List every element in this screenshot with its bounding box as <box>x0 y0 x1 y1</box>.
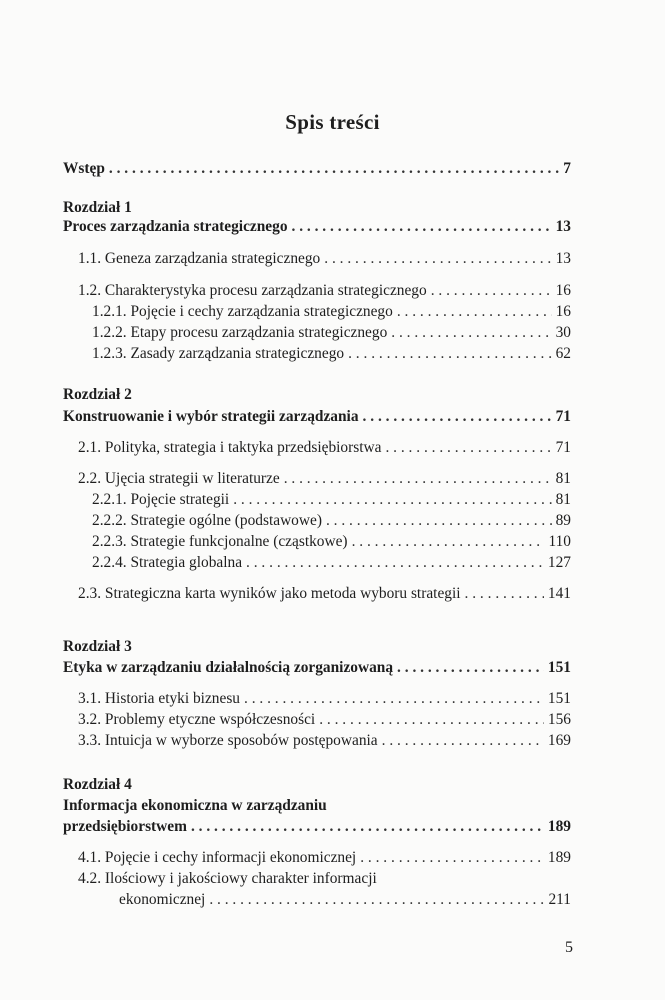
toc-entry-line: 4.2. Ilościowy i jakościowy charakter informacji <box>78 870 377 887</box>
entry-page: 7 <box>563 160 571 177</box>
chapter-heading: Rozdział 3 <box>63 638 132 655</box>
toc-entry-chapter[interactable]: przedsiębiorstwem . . . 189 <box>63 818 571 836</box>
toc-entry-chapter[interactable]: Etyka w zarządzaniu działalnością zorganizowaną . . . 151 <box>63 659 571 677</box>
toc-entry[interactable]: 1.2. Charakterystyka procesu zarządzania strategicznego . . . 16 <box>63 282 571 300</box>
toc-entry[interactable]: 4.1. Pojęcie i cechy informacji ekonomicznej . . . 189 <box>63 849 571 867</box>
toc-entry[interactable]: 2.1. Polityka, strategia i taktyka przedsiębiorstwa . . . 71 <box>63 439 571 457</box>
toc-entry[interactable]: 2.2.2. Strategie ogólne (podstawowe) . . . 89 <box>63 512 571 530</box>
toc-entry[interactable]: 1.2.1. Pojęcie i cechy zarządzania strategicznego . . . 16 <box>63 303 571 321</box>
toc-entry[interactable]: 1.2.3. Zasady zarządzania strategicznego . . . 62 <box>63 345 571 363</box>
toc-entry[interactable]: 2.2.1. Pojęcie strategii . . . 81 <box>63 491 571 509</box>
toc-entry-intro[interactable] <box>63 160 571 178</box>
page-title: Spis treści <box>285 110 380 134</box>
chapter-heading: Rozdział 2 <box>63 386 132 403</box>
chapter-heading: Rozdział 4 <box>63 776 132 793</box>
toc-entry[interactable]: 2.3. Strategiczna karta wyników jako metoda wyboru strategii . . . 141 <box>63 585 571 603</box>
toc-entry[interactable]: 3.2. Problemy etyczne współczesności . . . 156 <box>63 711 571 729</box>
toc-entry[interactable]: ekonomicznej . . . 211 <box>63 891 571 909</box>
entry-label: Wstęp <box>63 160 105 177</box>
toc-entry[interactable]: 3.1. Historia etyki biznesu . . . 151 <box>63 690 571 708</box>
toc-entry[interactable]: 1.2.2. Etapy procesu zarządzania strategicznego . . . 30 <box>63 324 571 342</box>
toc-entry-chapter[interactable]: Proces zarządzania strategicznego . . . 13 <box>63 218 571 236</box>
toc-entry[interactable]: 3.3. Intuicja w wyborze sposobów postępowania . . . 169 <box>63 732 571 750</box>
toc-entry[interactable]: 1.1. Geneza zarządzania strategicznego . . . 13 <box>63 250 571 268</box>
toc-entry-chapter[interactable]: Konstruowanie i wybór strategii zarządzania . . . 71 <box>63 408 571 426</box>
page-number: 5 <box>565 939 573 956</box>
toc-entry[interactable]: 2.2. Ujęcia strategii w literaturze . . . 81 <box>63 470 571 488</box>
chapter-title-line: Informacja ekonomiczna w zarządzaniu <box>63 797 327 814</box>
toc-entry[interactable]: 2.2.4. Strategia globalna . . . 127 <box>63 554 571 572</box>
chapter-heading: Rozdział 1 <box>63 199 132 216</box>
toc-entry[interactable]: 2.2.3. Strategie funkcjonalne (cząstkowe) . . . 110 <box>63 533 571 551</box>
